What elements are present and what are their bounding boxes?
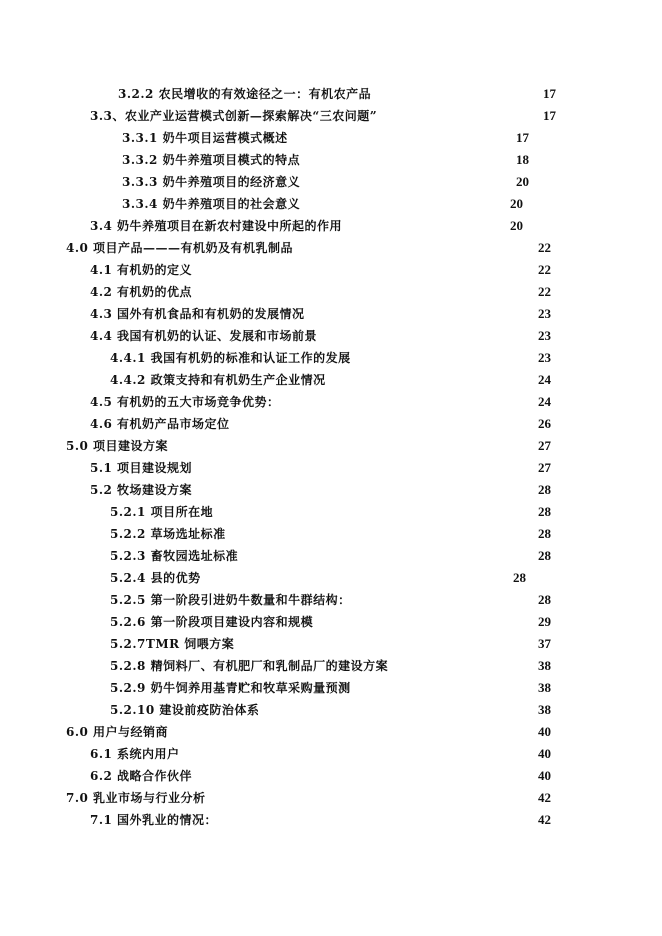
toc-entry-title: 7.1 国外乳业的情况： [90,813,218,827]
toc-entry-title: 5.2 牧场建设方案 [90,483,193,497]
toc-entry [118,85,578,103]
toc-entry-title: 4.2 有机奶的优点 [90,285,193,299]
toc-entry-page: 27 [538,438,551,453]
toc-entry-title: 5.2.3 畜牧园选址标准 [110,549,239,563]
toc-entry [122,129,542,147]
toc-entry [90,327,570,345]
toc-entry [90,393,570,411]
toc-entry [90,217,540,235]
toc-entry-title: 3.3.2 奶牛养殖项目模式的特点 [122,153,301,167]
toc-entry [90,811,570,829]
toc-entry-page: 28 [538,592,551,607]
toc-entry [110,569,540,587]
toc-entry-page: 28 [513,570,526,585]
toc-entry-page: 20 [510,196,523,211]
toc-entry-page: 27 [538,460,551,475]
toc-entry [66,437,566,455]
toc-entry [110,525,570,543]
toc-entry-title: 3.4 奶牛养殖项目在新农村建设中所起的作用 [90,219,343,233]
toc-entry-title: 3.3.1 奶牛项目运营模式概述 [122,131,288,145]
toc-entry-page: 24 [538,394,551,409]
toc-entry-page: 26 [538,416,551,431]
toc-entry-title: 5.2.6 第一阶段项目建设内容和规模 [110,615,314,629]
toc-entry-page: 20 [510,218,523,233]
toc-entry [90,305,570,323]
toc-entry [110,613,570,631]
toc-entry-title: 5.2.5 第一阶段引进奶牛数量和牛群结构： [110,593,351,607]
toc-entry-page: 28 [538,526,551,541]
toc-entry-page: 18 [516,152,529,167]
toc-entry [110,503,570,521]
toc-entry-page: 40 [538,768,551,783]
toc-entry-page: 37 [538,636,551,651]
toc-entry [110,591,570,609]
toc-entry [110,349,570,367]
toc-entry [110,635,570,653]
toc-entry-page: 23 [538,306,551,321]
toc-entry [110,657,570,675]
toc-entry-page: 40 [538,724,551,739]
toc-entry-page: 23 [538,328,551,343]
toc-entry [90,415,570,433]
toc-entry-title: 4.6 有机奶产品市场定位 [90,417,230,431]
toc-entry [122,173,542,191]
toc-entry-title: 5.2.8 精饲料厂、有机肥厂和乳制品厂的建设方案 [110,659,389,673]
toc-entry [110,679,570,697]
toc-entry [90,745,570,763]
toc-entry-page: 40 [538,746,551,761]
toc-entry [90,481,570,499]
toc-entry-page: 17 [543,108,556,123]
toc-entry-title: 5.0 项目建设方案 [66,439,169,453]
toc-entry-title: 5.2.9 奶牛饲养用基青贮和牧草采购量预测 [110,681,351,695]
toc-entry-page: 22 [538,262,551,277]
toc-entry [90,767,570,785]
toc-entry-title: 4.1 有机奶的定义 [90,263,193,277]
toc-entry-title: 5.2.2 草场选址标准 [110,527,226,541]
toc-entry-page: 38 [538,658,551,673]
toc-entry-title: 4.3 国外有机食品和有机奶的发展情况 [90,307,305,321]
toc-entry-page: 29 [538,614,551,629]
toc-entry [122,151,542,169]
toc-entry-title: 4.4.1 我国有机奶的标准和认证工作的发展 [110,351,351,365]
toc-entry-page: 28 [538,548,551,563]
toc-entry-page: 23 [538,350,551,365]
toc-entry-title: 6.2 战略合作伙伴 [90,769,193,783]
toc-entry [110,701,570,719]
toc-entry-title: 7.0 乳业市场与行业分析 [66,791,206,805]
toc-entry [110,547,570,565]
toc-entry-page: 17 [516,130,529,145]
toc-entry-title: 5.1 项目建设规划 [90,461,193,475]
toc-entry [90,261,570,279]
toc-entry [66,789,566,807]
toc-entry-title: 5.2.1 项目所在地 [110,505,214,519]
toc-entry [90,283,570,301]
toc-entry-title: 5.2.10 建设前疫防治体系 [110,703,260,717]
toc-entry-title: 4.4.2 政策支持和有机奶生产企业情况 [110,373,326,387]
toc-entry-title: 6.0 用户与经销商 [66,725,169,739]
toc-entry-title: 3.3.3 奶牛养殖项目的经济意义 [122,175,301,189]
toc-entry-title: 4.4 我国有机奶的认证、发展和市场前景 [90,329,318,343]
toc-entry-title: 4.5 有机奶的五大市场竞争优势： [90,395,280,409]
toc-entry-title: 4.0 项目产品———有机奶及有机乳制品 [66,241,294,255]
toc-entry-page: 38 [538,680,551,695]
toc-entry-page: 22 [538,240,551,255]
toc-entry-title: 5.2.4 县的优势 [110,571,201,585]
toc-entry [66,239,566,257]
toc-entry-page: 20 [516,174,529,189]
toc-entry [66,723,566,741]
toc-entry-page: 22 [538,284,551,299]
toc-entry [122,195,542,213]
toc-entry-page: 42 [538,790,551,805]
toc-entry-title: 6.1 系统内用户 [90,747,180,761]
toc-entry [90,459,570,477]
toc-entry-page: 28 [538,504,551,519]
toc-entry-title: 5.2.7TMR 饲喂方案 [110,637,235,651]
toc-entry-page: 24 [538,372,551,387]
toc-entry-title: 3.3、农业产业运营模式创新—探索解决“三农问题” [90,109,378,123]
toc-entry-page: 17 [543,86,556,101]
toc-entry-title: 3.3.4 奶牛养殖项目的社会意义 [122,197,301,211]
toc-entry-page: 28 [538,482,551,497]
toc-entry [90,107,570,125]
toc-entry-title: 3.2.2 农民增收的有效途径之一：有机农产品 [118,87,372,101]
toc-entry-page: 42 [538,812,551,827]
toc-entry-page: 38 [538,702,551,717]
toc-entry [110,371,570,389]
